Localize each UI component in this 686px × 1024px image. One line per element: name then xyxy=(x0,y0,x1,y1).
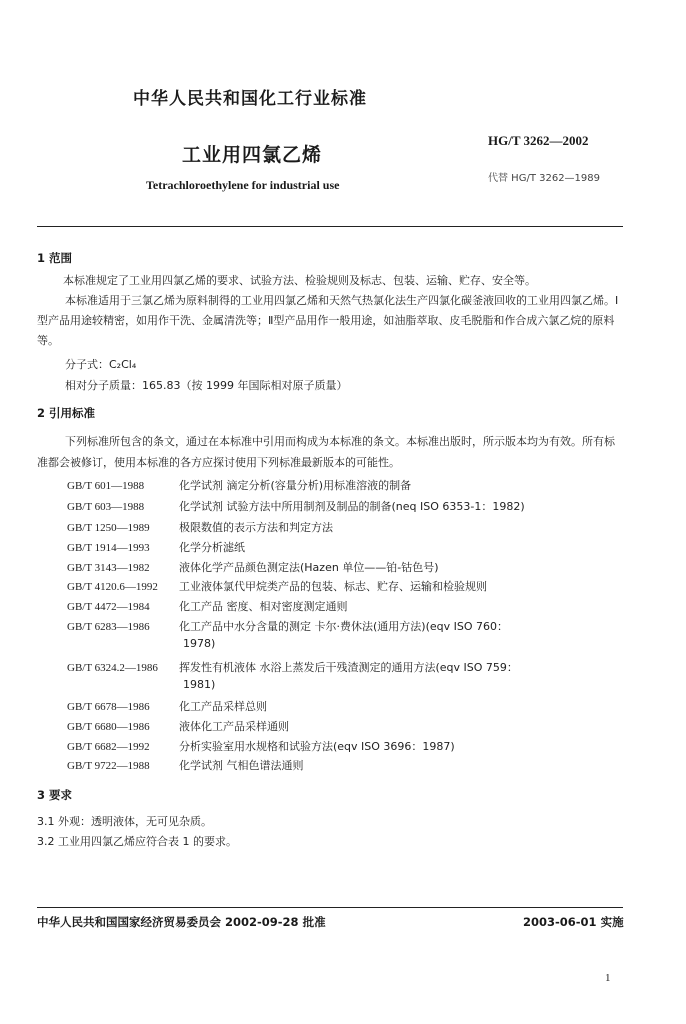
reference-number: GB/T 6682—1992 xyxy=(67,741,150,753)
reference-number: GB/T 6680—1986 xyxy=(67,721,150,733)
reference-number: GB/T 6283—1986 xyxy=(67,621,150,633)
requirement-3-2: 3.2 工业用四氯乙烯应符合表 1 的要求。 xyxy=(37,835,237,848)
reference-title: 挥发性有机液体 水浴上蒸发后干残渣测定的通用方法(eqv ISO 759： xyxy=(179,661,518,674)
reference-item xyxy=(67,718,289,734)
reference-title: 工业液体氯代甲烷类产品的包装、标志、贮存、运输和检验规则 xyxy=(179,580,487,593)
reference-title: 化工产品采样总则 xyxy=(179,700,267,713)
reference-item xyxy=(67,659,518,675)
section-1-heading: 1 范围 xyxy=(37,251,73,265)
reference-item xyxy=(67,559,439,575)
page-number: 1 xyxy=(605,972,611,984)
scope-paragraph-1: 本标准规定了工业用四氯乙烯的要求、试验方法、检验规则及标志、包装、运输、贮存、安全等。 xyxy=(63,274,536,287)
issuing-body: 中华人民共和国化工行业标准 xyxy=(133,89,367,109)
document-title-cn: 工业用四氯乙烯 xyxy=(182,144,323,166)
reference-item xyxy=(67,738,455,754)
standard-code: HG/T 3262—2002 xyxy=(488,133,589,148)
reference-number: GB/T 4472—1984 xyxy=(67,601,150,613)
reference-item xyxy=(67,698,267,714)
footer-divider xyxy=(37,907,623,908)
reference-title: 极限数值的表示方法和判定方法 xyxy=(179,521,333,534)
reference-title: 化学试剂 气相色谱法通则 xyxy=(179,759,304,772)
references-intro: 下列标准所包含的条文，通过在本标准中引用而构成为本标准的条文。本标准出版时，所示版本均为有效。所有标准都会被修订，使用本标准的各方应探讨使用下列标准最新版本的可能性。 xyxy=(37,435,615,469)
reference-number: GB/T 1250—1989 xyxy=(67,522,150,534)
reference-title: 化学分析滤纸 xyxy=(179,541,245,554)
reference-item xyxy=(67,578,487,594)
reference-number: GB/T 3143—1982 xyxy=(67,562,150,574)
reference-item xyxy=(67,618,508,634)
molecular-formula: 分子式：C₂Cl₄ xyxy=(65,358,137,371)
reference-title: 液体化工产品采样通则 xyxy=(179,720,289,733)
replaces-standard: 代替 HG/T 3262—1989 xyxy=(488,173,601,184)
reference-item xyxy=(67,757,304,773)
reference-item xyxy=(67,539,245,555)
scope-paragraph-2: 本标准适用于三氯乙烯为原料制得的工业用四氯乙烯和天然气热氯化法生产四氯化碳釜液回收的工业用四氯乙烯。Ⅰ型产品用途较精密，如用作干洗、金属清洗等；Ⅱ型产品用作一般用途，如油脂萃取、皮毛脱脂和作合成六氯乙烷的原料等。 xyxy=(37,294,619,347)
reference-item xyxy=(67,519,333,535)
reference-item xyxy=(67,598,348,614)
section-2-heading: 2 引用标准 xyxy=(37,406,96,420)
header-divider xyxy=(37,226,623,227)
reference-title: 化学试剂 滴定分析(容量分析)用标准溶液的制备 xyxy=(179,479,412,492)
reference-item xyxy=(67,477,411,493)
reference-title: 化学试剂 试验方法中所用制剂及制品的制备(neq ISO 6353-1：1982) xyxy=(179,500,525,513)
effective-date: 2003-06-01 实施 xyxy=(523,915,624,929)
reference-title: 分析实验室用水规格和试验方法(eqv ISO 3696：1987) xyxy=(179,740,455,753)
requirement-3-1: 3.1 外观：透明液体，无可见杂质。 xyxy=(37,815,212,828)
reference-number: GB/T 6678—1986 xyxy=(67,701,150,713)
reference-title: 化工产品中水分含量的测定 卡尔·费休法(通用方法)(eqv ISO 760： xyxy=(179,620,508,633)
section-3-heading: 3 要求 xyxy=(37,788,73,802)
reference-title: 化工产品 密度、相对密度测定通则 xyxy=(179,600,348,613)
reference-item xyxy=(67,498,525,514)
reference-number: GB/T 1914—1993 xyxy=(67,542,150,554)
reference-number: GB/T 4120.6—1992 xyxy=(67,581,158,593)
reference-title-continuation: 1978) xyxy=(183,637,216,650)
reference-number: GB/T 6324.2—1986 xyxy=(67,662,158,674)
document-title-en: Tetrachloroethylene for industrial use xyxy=(146,178,340,192)
reference-number: GB/T 9722—1988 xyxy=(67,760,150,772)
reference-title: 液体化学产品颜色测定法(Hazen 单位——铂-钴色号) xyxy=(179,561,439,574)
approval-line: 中华人民共和国国家经济贸易委员会 2002-09-28 批准 xyxy=(37,915,326,929)
molecular-mass: 相对分子质量：165.83（按 1999 年国际相对原子质量） xyxy=(65,379,348,392)
reference-number: GB/T 603—1988 xyxy=(67,501,145,513)
reference-title-continuation: 1981) xyxy=(183,678,216,691)
reference-number: GB/T 601—1988 xyxy=(67,480,145,492)
